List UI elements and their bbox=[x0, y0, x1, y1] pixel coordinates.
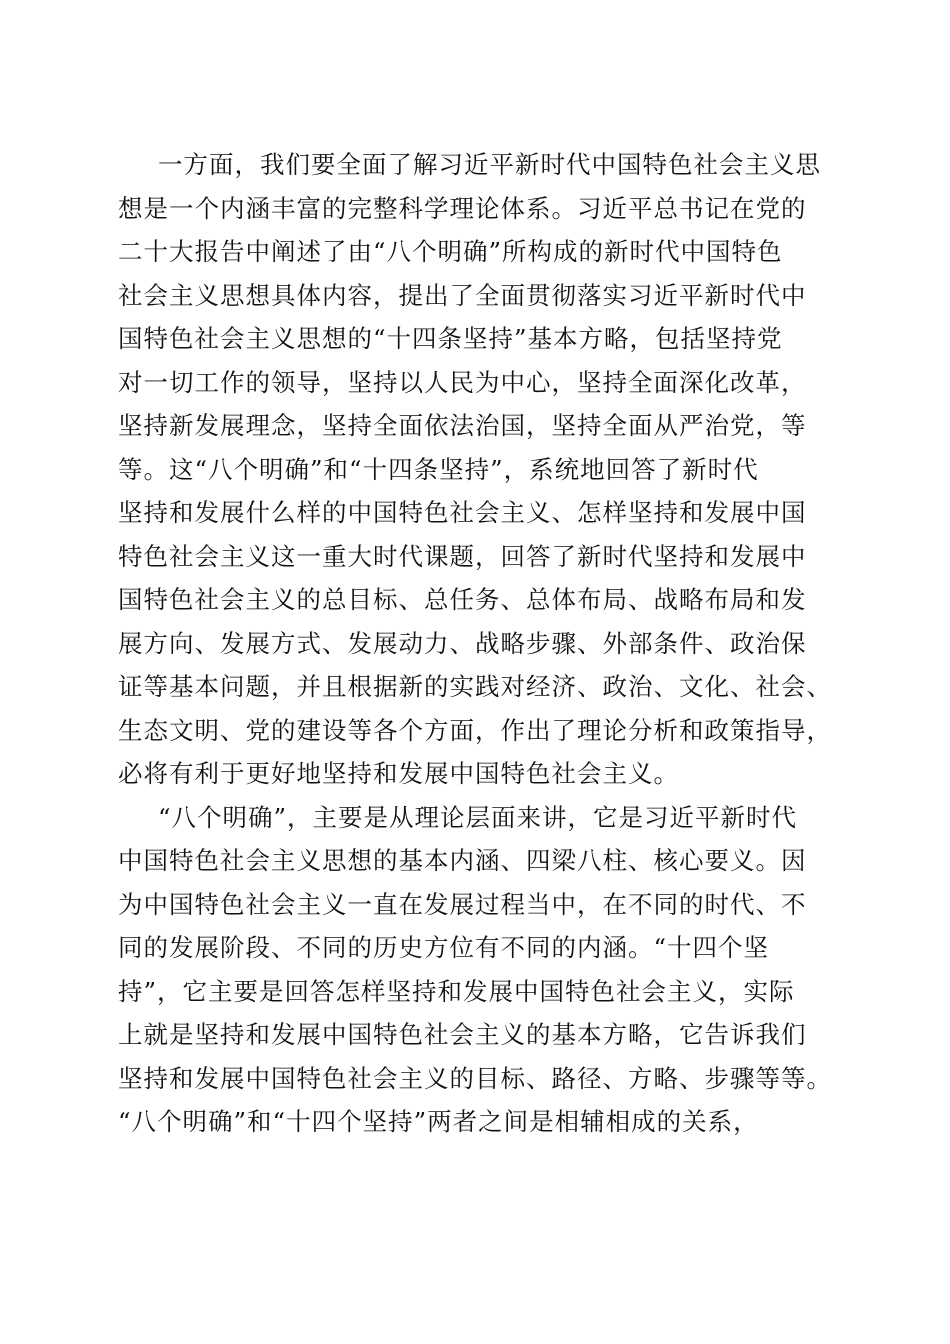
paragraph-line: 社会主义思想具体内容，提出了全面贯彻落实习近平新时代中 bbox=[118, 280, 807, 310]
paragraph-line: 坚持新发展理念，坚持全面依法治国，坚持全面从严治党，等 bbox=[118, 411, 807, 440]
paragraph-2 bbox=[118, 796, 838, 1144]
paragraph-line: 一方面，我们要全面了解习近平新时代中国特色社会主义思 bbox=[158, 150, 821, 179]
body-text bbox=[118, 143, 838, 1144]
paragraph-1 bbox=[118, 143, 838, 796]
paragraph-line: 特色社会主义这一重大时代课题，回答了新时代坚持和发展中 bbox=[118, 541, 807, 571]
paragraph-line: 展方向、发展方式、发展动力、战略步骤、外部条件、政治保 bbox=[118, 628, 807, 658]
paragraph-line: 上就是坚持和发展中国特色社会主义的基本方略，它告诉我们 bbox=[118, 1020, 807, 1049]
paragraph-line: “八个明确”，主要是从理论层面来讲，它是习近平新时代 bbox=[158, 802, 798, 832]
paragraph-line: 等。这“八个明确”和“十四条坚持”，系统地回答了新时代 bbox=[118, 454, 759, 484]
paragraph-line: 证等基本问题，并且根据新的实践对经济、政治、文化、社会、 bbox=[118, 672, 832, 701]
paragraph-line: 必将有利于更好地坚持和发展中国特色社会主义。 bbox=[118, 759, 679, 788]
paragraph-line: 坚持和发展中国特色社会主义的目标、路径、方略、步骤等等。 bbox=[118, 1063, 832, 1093]
paragraph-line: 国特色社会主义的总目标、总任务、总体布局、战略布局和发 bbox=[118, 585, 807, 614]
paragraph-line: 为中国特色社会主义一直在发展过程当中，在不同的时代、不 bbox=[118, 889, 807, 919]
paragraph-line: 二十大报告中阐述了由“八个明确”所构成的新时代中国特色 bbox=[118, 237, 783, 266]
paragraph-line: 持”，它主要是回答怎样坚持和发展中国特色社会主义，实际 bbox=[118, 976, 795, 1006]
paragraph-line: 生态文明、党的建设等各个方面，作出了理论分析和政策指导， bbox=[118, 715, 832, 745]
paragraph-line: 国特色社会主义思想的“十四条坚持”基本方略，包括坚持党 bbox=[118, 324, 783, 353]
paragraph-line: 坚持和发展什么样的中国特色社会主义、怎样坚持和发展中国 bbox=[118, 498, 807, 527]
paragraph-line: 中国特色社会主义思想的基本内涵、四梁八柱、核心要义。因 bbox=[118, 846, 807, 875]
paragraph-line: 想是一个内涵丰富的完整科学理论体系。习近平总书记在党的 bbox=[118, 193, 807, 223]
paragraph-line: 同的发展阶段、不同的历史方位有不同的内涵。“十四个坚 bbox=[118, 933, 770, 962]
paragraph-line: “八个明确”和“十四个坚持”两者之间是相辅相成的关系， bbox=[118, 1107, 759, 1136]
paragraph-line: 对一切工作的领导，坚持以人民为中心，坚持全面深化改革， bbox=[118, 367, 807, 397]
